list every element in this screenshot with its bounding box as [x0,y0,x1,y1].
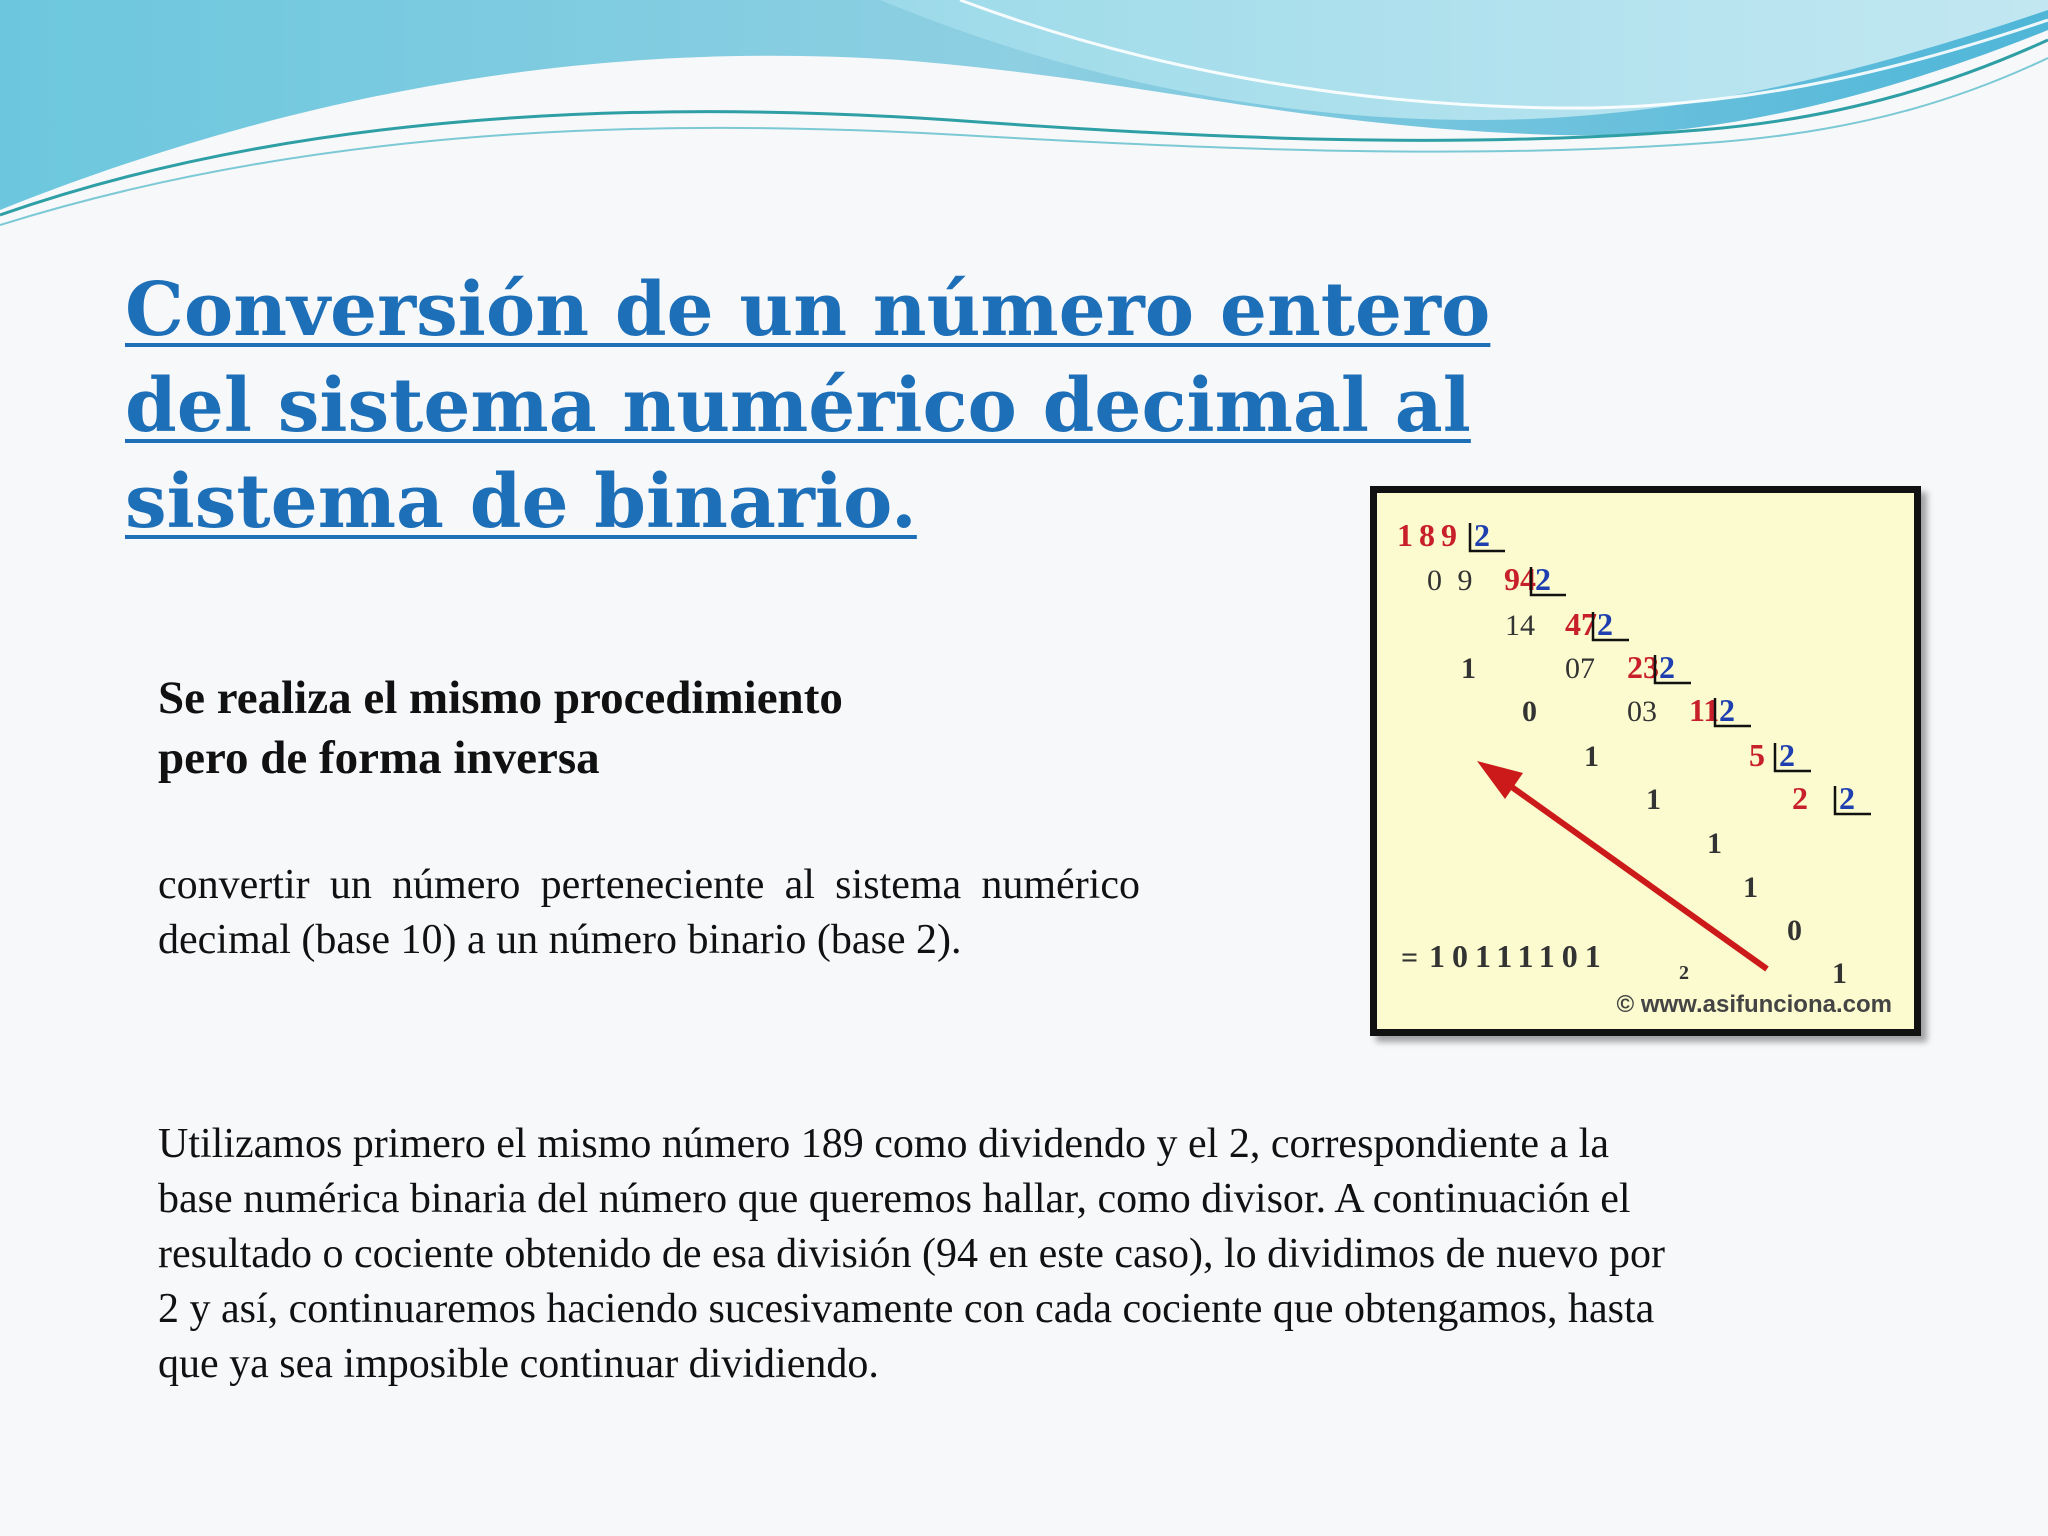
dividend-label: 5 [1749,737,1765,773]
divisor-label: 2 [1535,561,1551,597]
binary-division-figure [1370,486,1921,1036]
figure-copyright: © www.asifunciona.com [1616,991,1892,1018]
binary-result: 10111101 [1429,938,1608,974]
remainder-digit: 1 [1707,827,1722,860]
division-diagram [1377,493,1914,1029]
divisor-label: 2 [1779,737,1795,773]
subtitle-line: pero de forma inversa [158,732,600,784]
dividend-label: 189 [1397,517,1463,553]
dividend-label: 47 [1565,606,1597,642]
header-wave-decoration [0,0,2048,240]
remainder-digit: 1 [1584,740,1599,773]
body-line: base numérica binaria del número que queremos hallar, como divisor. A continuación el [158,1176,1631,1222]
result-prefix: = [1401,941,1419,974]
remainder-digit: 0 [1787,914,1802,947]
description-paragraph: convertir un número perteneciente al sistema numérico decimal (base 10) a un número binario (base 2). [158,862,1140,963]
divisor-label: 2 [1597,606,1613,642]
divisor-label: 2 [1839,780,1855,816]
subtitle-line: Se realiza el mismo procedimiento [158,672,843,724]
remainder-digit: 1 [1743,871,1758,904]
body-paragraph [158,1117,1898,1392]
partial-result: 03 [1627,695,1657,728]
partial-result: 14 [1505,609,1535,642]
result-base-subscript: 2 [1679,962,1689,984]
partial-result: 0 9 [1427,564,1477,597]
remainder-digit: 1 [1832,957,1847,990]
remainder-digit: 1 [1646,783,1661,816]
divisor-label: 2 [1474,517,1490,553]
dividend-label: 11 [1689,692,1720,728]
dividend-label: 2 [1792,780,1808,816]
title-line: del sistema numérico decimal al [125,363,1471,449]
dividend-label: 94 [1504,561,1536,597]
body-line: Utilizamos primero el mismo número 189 como dividendo y el 2, correspondiente a la [158,1121,1609,1167]
body-line: resultado o cociente obtenido de esa división (94 en este caso), lo dividimos de nuevo por [158,1231,1665,1277]
partial-result: 07 [1565,652,1595,685]
subtitle [158,668,843,788]
remainder-digit: 1 [1461,652,1476,685]
divisor-label: 2 [1659,649,1675,685]
body-line: que ya sea imposible continuar dividiendo. [158,1341,879,1387]
body-line: 2 y así, continuaremos haciendo sucesivamente con cada cociente que obtengamos, hasta [158,1286,1655,1332]
divisor-label: 2 [1719,692,1735,728]
dividend-label: 23 [1627,649,1659,685]
title-line: sistema de binario. [125,459,917,545]
title-line: Conversión de un número entero [125,267,1491,353]
remainder-digit: 0 [1522,695,1537,728]
